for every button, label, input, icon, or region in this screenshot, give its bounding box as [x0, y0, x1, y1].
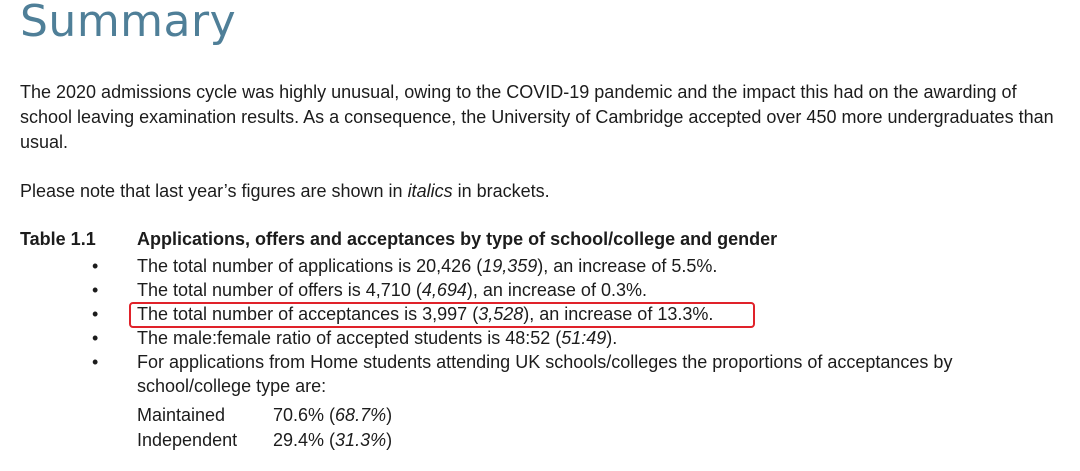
bullet-school-type — [0, 350, 1037, 398]
bullet-text-end: ), an increase of 0.3%. — [466, 280, 647, 300]
bullet-text-end: ), an increase of 5.5%. — [537, 256, 718, 276]
bullet-marker: • — [92, 256, 99, 276]
school-type-name: Maintained — [137, 405, 226, 425]
school-type-name: Independent — [137, 430, 238, 450]
bullet-marker: • — [92, 280, 99, 300]
school-type-value: 29.4% (31.3%) — [273, 430, 393, 450]
acceptances-highlight-box — [129, 302, 755, 328]
bullet-prior-year: 51:49 — [561, 328, 607, 348]
bullet-text: For applications from Home students attending UK schools/colleges the proportions of acceptances by school/college type are: — [137, 352, 953, 396]
bullet-text: The male:female ratio of accepted students is 48:52 ( — [137, 328, 562, 348]
bullet-text: The total number of applications is 20,426 ( — [137, 256, 483, 276]
table-caption: Applications, offers and acceptances by type of school/college and gender — [137, 229, 778, 249]
note-text-after: in brackets. — [452, 181, 550, 201]
bullet-marker: • — [92, 328, 99, 348]
school-type-row-independent — [137, 428, 392, 453]
bullet-prior-year: 19,359 — [482, 256, 538, 276]
bullet-offers — [0, 278, 1037, 302]
page-title: Summary — [20, 0, 237, 47]
bullet-prior-year: 4,694 — [421, 280, 467, 300]
bullet-text-end: ), an increase of 13.3%. — [523, 304, 714, 324]
bullet-text: The total number of offers is 4,710 ( — [137, 280, 422, 300]
bullet-gender-ratio — [0, 326, 1037, 350]
school-type-breakdown — [137, 403, 392, 453]
intro-paragraph: The 2020 admissions cycle was highly unusual, owing to the COVID-19 pandemic and the impact this had on the awarding of school leaving examination results. As a consequence, the University of Cambridge accepted over 450 more undergraduates than usual. — [20, 82, 1054, 152]
bullet-prior-year: 3,528 — [478, 304, 524, 324]
bullet-text-end: ). — [606, 328, 618, 348]
bullet-marker: • — [92, 352, 99, 372]
note-italic: italics — [407, 181, 453, 201]
school-type-row-maintained — [137, 403, 392, 428]
note-text-before: Please note that last year’s figures are shown in — [20, 181, 408, 201]
note-paragraph — [20, 179, 1070, 204]
bullet-marker: • — [92, 304, 99, 324]
school-type-value: 70.6% (68.7%) — [273, 405, 393, 425]
bullet-text: The total number of acceptances is 3,997 ( — [137, 304, 479, 324]
table-label: Table 1.1 — [20, 229, 96, 249]
bullet-applications — [0, 254, 1037, 278]
